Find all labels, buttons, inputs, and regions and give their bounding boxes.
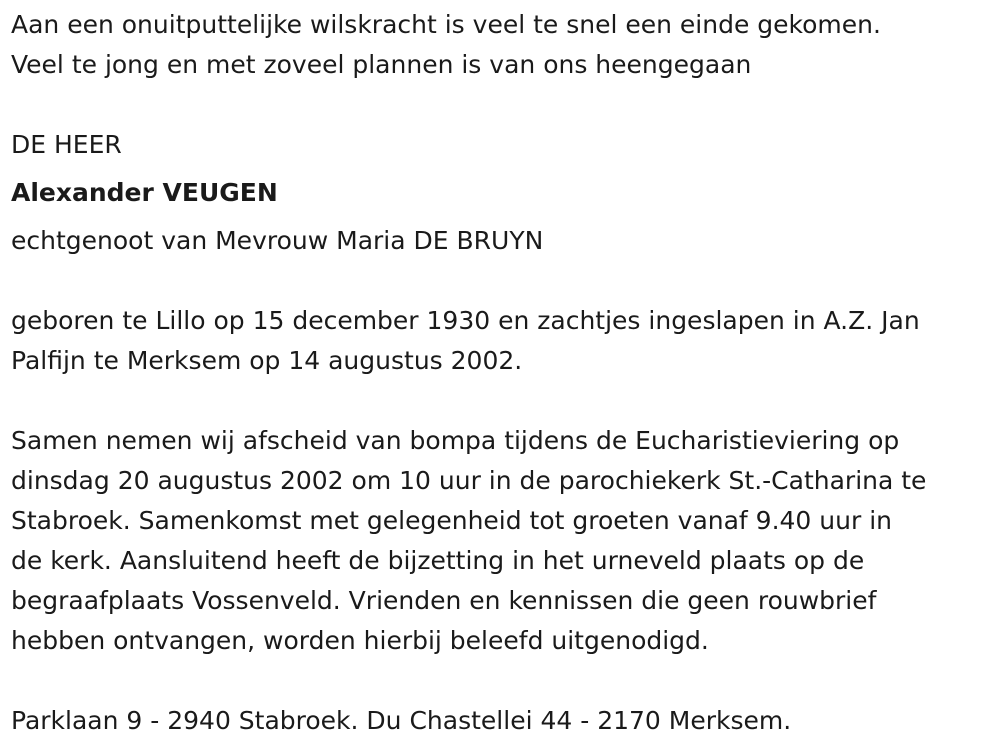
ceremony-line-5: begraafplaats Vossenveld. Vrienden en kennissen die geen rouwbrief	[11, 586, 877, 615]
honorific-title: DE HEER	[11, 130, 122, 159]
ceremony-line-6: hebben ontvangen, worden hierbij beleefd uitgenodigd.	[11, 626, 709, 655]
ceremony-line-4: de kerk. Aansluitend heeft de bijzetting in het urneveld plaats op de	[11, 546, 865, 575]
birth-death-line-1: geboren te Lillo op 15 december 1930 en zachtjes ingeslapen in A.Z. Jan	[11, 306, 920, 335]
addresses-line: Parklaan 9 - 2940 Stabroek. Du Chastellei 44 - 2170 Merksem.	[11, 706, 792, 735]
ceremony-line-1: Samen nemen wij afscheid van bompa tijdens de Eucharistieviering op	[11, 426, 900, 455]
ceremony-line-3: Stabroek. Samenkomst met gelegenheid tot groeten vanaf 9.40 uur in	[11, 506, 892, 535]
birth-death-line-2: Palfijn te Merksem op 14 augustus 2002.	[11, 346, 523, 375]
ceremony-line-2: dinsdag 20 augustus 2002 om 10 uur in de parochiekerk St.-Catharina te	[11, 466, 927, 495]
intro-line-2: Veel te jong en met zoveel plannen is van ons heengegaan	[11, 50, 752, 79]
deceased-name: Alexander VEUGEN	[11, 178, 278, 207]
intro-line-1: Aan een onuitputtelijke wilskracht is veel te snel een einde gekomen.	[11, 10, 881, 39]
spouse-relation: echtgenoot van Mevrouw Maria DE BRUYN	[11, 226, 544, 255]
